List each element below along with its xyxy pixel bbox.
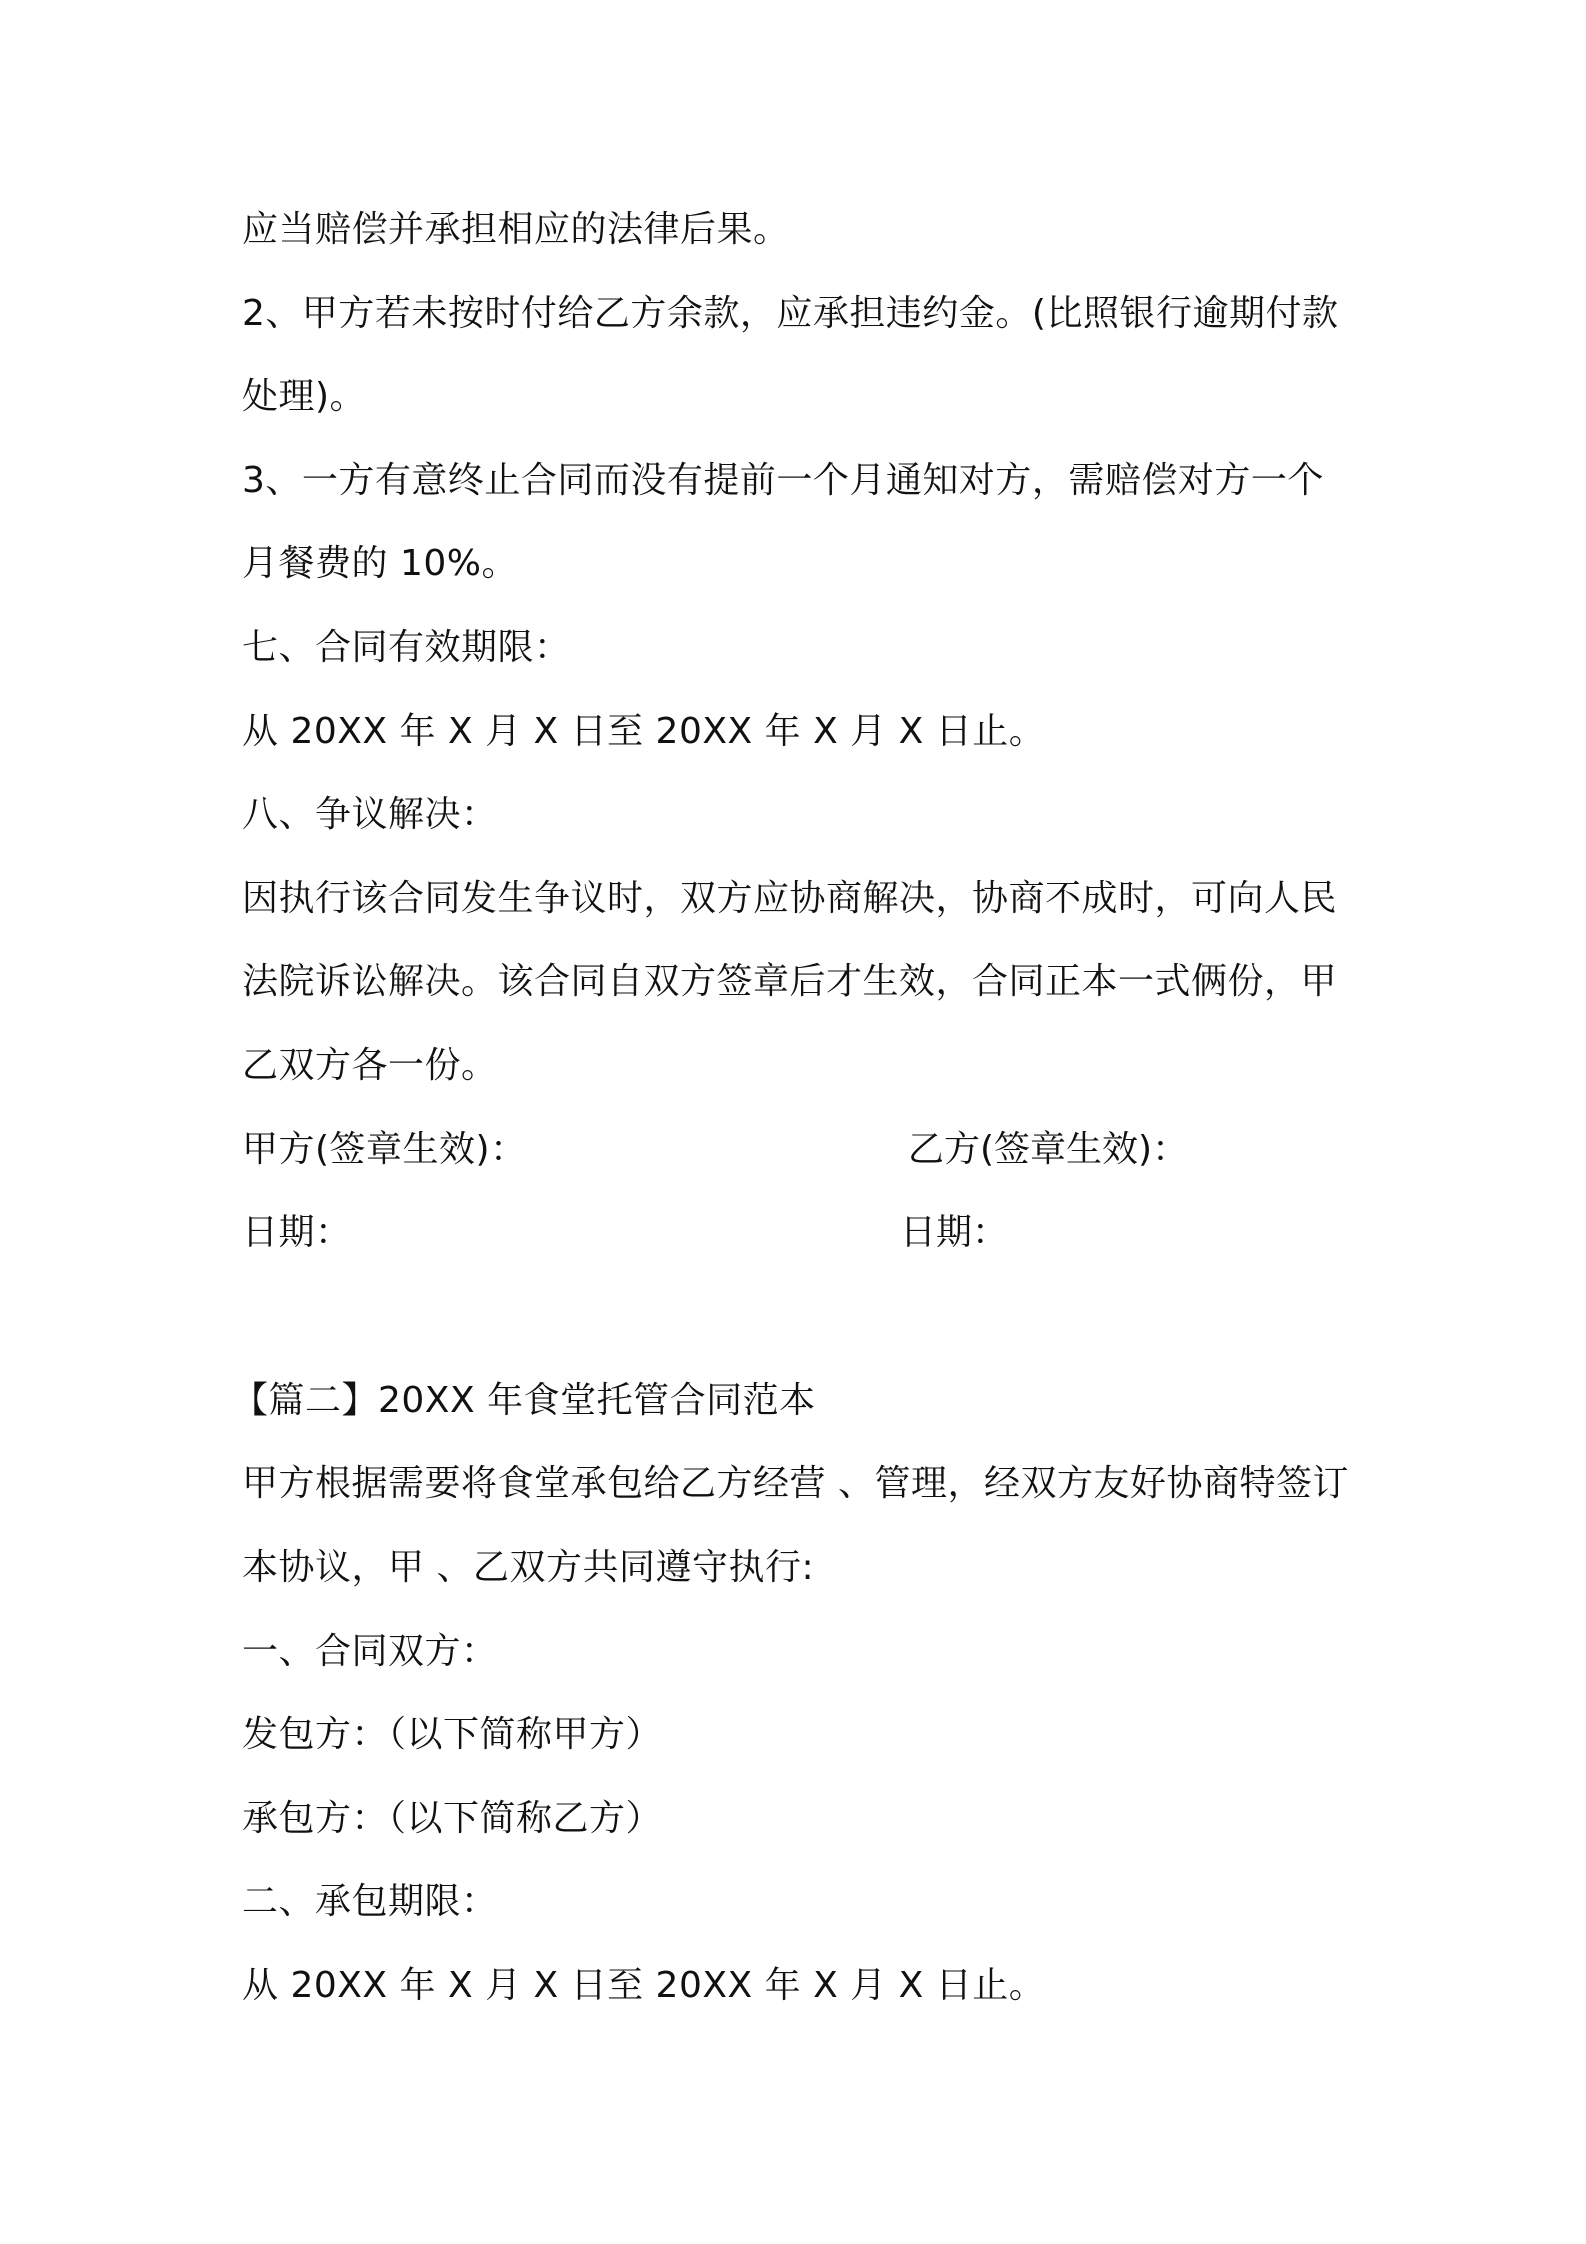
contracting-party-a: 发包方：（以下简称甲方） [242,1714,663,1755]
party-a-signature-label: 甲方(签章生效)： [242,1129,527,1170]
contract-period-term: 从 20XX 年 X 月 X 日至 20XX 年 X 月 X 日止。 [242,1965,1046,2006]
item-2-line-1: 2、甲方若未按时付给乙方余款，应承担违约金。(比照银行逾期付款 [242,293,1339,334]
contracting-party-b: 承包方：（以下简称乙方） [242,1798,663,1839]
party-a-date-label: 日期： [242,1212,352,1253]
party-b-signature-label: 乙方(签章生效)： [908,1129,1189,1170]
item-2-line-2: 处理)。 [242,376,367,417]
liability-tail-text: 应当赔偿并承担相应的法律后果。 [242,209,790,250]
dispute-line-3: 乙双方各一份。 [242,1045,498,1086]
heading-contract-parties: 一、合同双方： [242,1631,498,1672]
dispute-line-2: 法院诉讼解决。该合同自双方签章后才生效，合同正本一式俩份，甲 [242,961,1338,1002]
dispute-line-1: 因执行该合同发生争议时，双方应协商解决，协商不成时，可向人民 [242,878,1338,919]
item-3-line-2: 月餐费的 10%。 [242,543,518,584]
heading-contract-period: 二、承包期限： [242,1881,498,1922]
heading-contract-validity: 七、合同有效期限： [242,627,571,668]
section-two-intro-line-1: 甲方根据需要将食堂承包给乙方经营 、管理，经双方友好协商特签订 [242,1463,1349,1504]
contract-validity-term: 从 20XX 年 X 月 X 日至 20XX 年 X 月 X 日止。 [242,711,1046,752]
heading-dispute-resolution: 八、争议解决： [242,794,498,835]
party-b-date-label: 日期： [900,1212,1009,1253]
item-3-line-1: 3、一方有意终止合同而没有提前一个月通知对方，需赔偿对方一个 [242,460,1324,501]
section-two-intro-line-2: 本协议，甲 、乙双方共同遵守执行: [242,1547,815,1588]
section-two-title: 【篇二】20XX 年食堂托管合同范本 [232,1380,816,1421]
